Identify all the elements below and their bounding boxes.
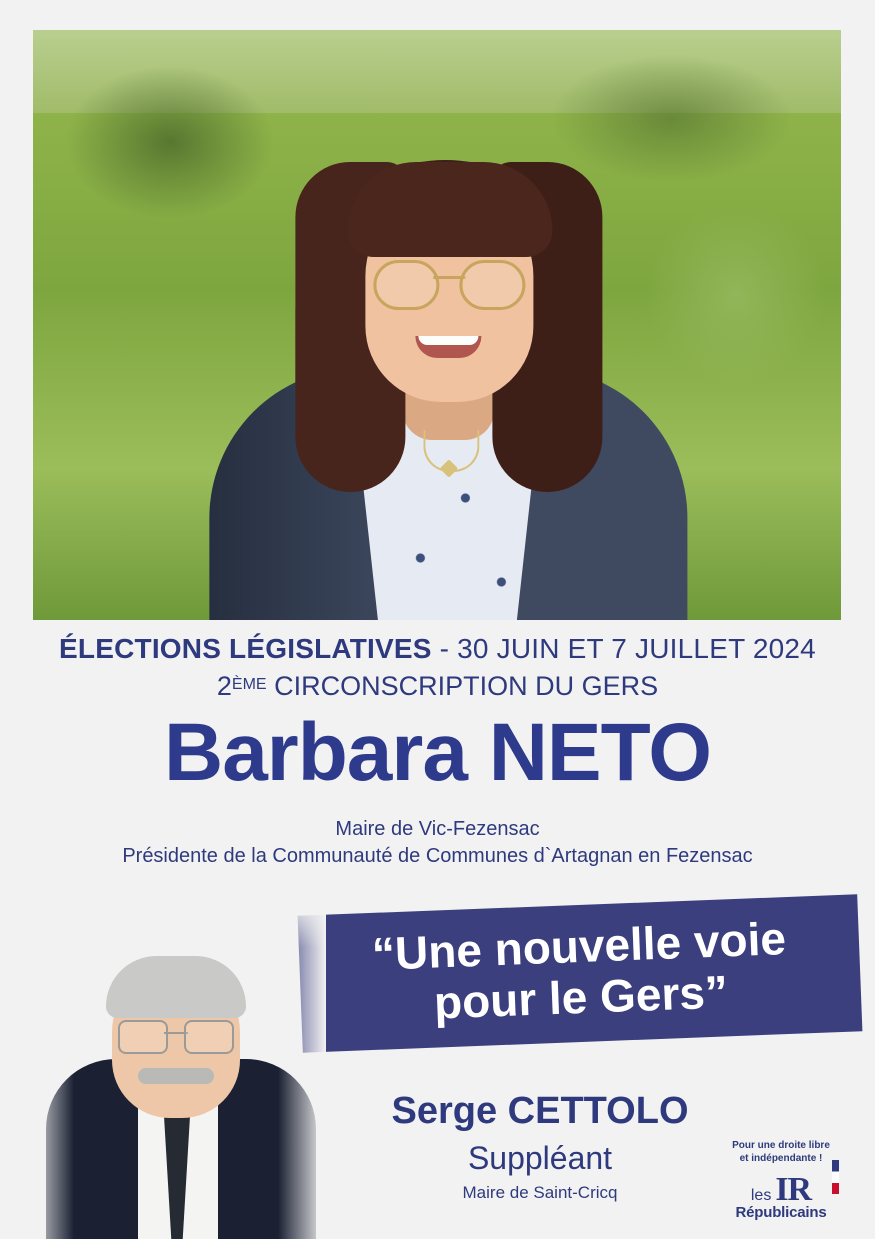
- party-mark-name: Républicains: [735, 1203, 827, 1221]
- party-mark-initials: IR: [775, 1171, 812, 1208]
- circonscription-ordinal: ÈME: [231, 676, 267, 693]
- candidate-role-primary: Maire de Vic-Fezensac: [335, 818, 540, 840]
- running-mate-subtitle: Maire de Saint-Cricq: [462, 1183, 618, 1202]
- campaign-slogan-banner: “Une nouvelle voie pour le Gers”: [298, 894, 863, 1053]
- running-mate-photo: [26, 900, 326, 1239]
- candidate-glasses-icon: [373, 260, 525, 304]
- election-header: [0, 633, 875, 665]
- party-logo: [717, 1140, 845, 1221]
- photo-edge-fade: [26, 900, 326, 1239]
- running-mate-name: Serge CETTOLO: [391, 1090, 689, 1132]
- election-dates: - 30 JUIN ET 7 JUILLET 2024: [431, 633, 816, 664]
- running-mate-role: Suppléant: [467, 1140, 613, 1176]
- party-mark: [717, 1171, 845, 1208]
- glasses-lens-left: [373, 260, 439, 310]
- glasses-lens-right: [459, 260, 525, 310]
- party-tagline: [717, 1140, 845, 1165]
- french-flag-icon: [832, 1160, 839, 1194]
- candidate-name: Barbara NETO: [163, 707, 712, 798]
- party-tagline-line-2: et indépendante !: [739, 1152, 823, 1164]
- election-title: ÉLECTIONS LÉGISLATIVES: [59, 633, 432, 664]
- candidate-hair-top: [347, 162, 552, 257]
- candidate-figure: [187, 100, 707, 620]
- circonscription-text: CIRCONSCRIPTION DU GERS: [266, 671, 659, 701]
- party-mark-les: les: [750, 1186, 772, 1204]
- party-tagline-line-1: Pour une droite libre: [732, 1140, 830, 1151]
- candidate-photo: [33, 30, 841, 620]
- circonscription-number: 2: [216, 671, 232, 701]
- candidate-role-secondary: Présidente de la Communauté de Communes d`Artagnan en Fezensac: [122, 845, 753, 867]
- candidate-teeth: [418, 336, 478, 345]
- circonscription-line: [0, 671, 875, 702]
